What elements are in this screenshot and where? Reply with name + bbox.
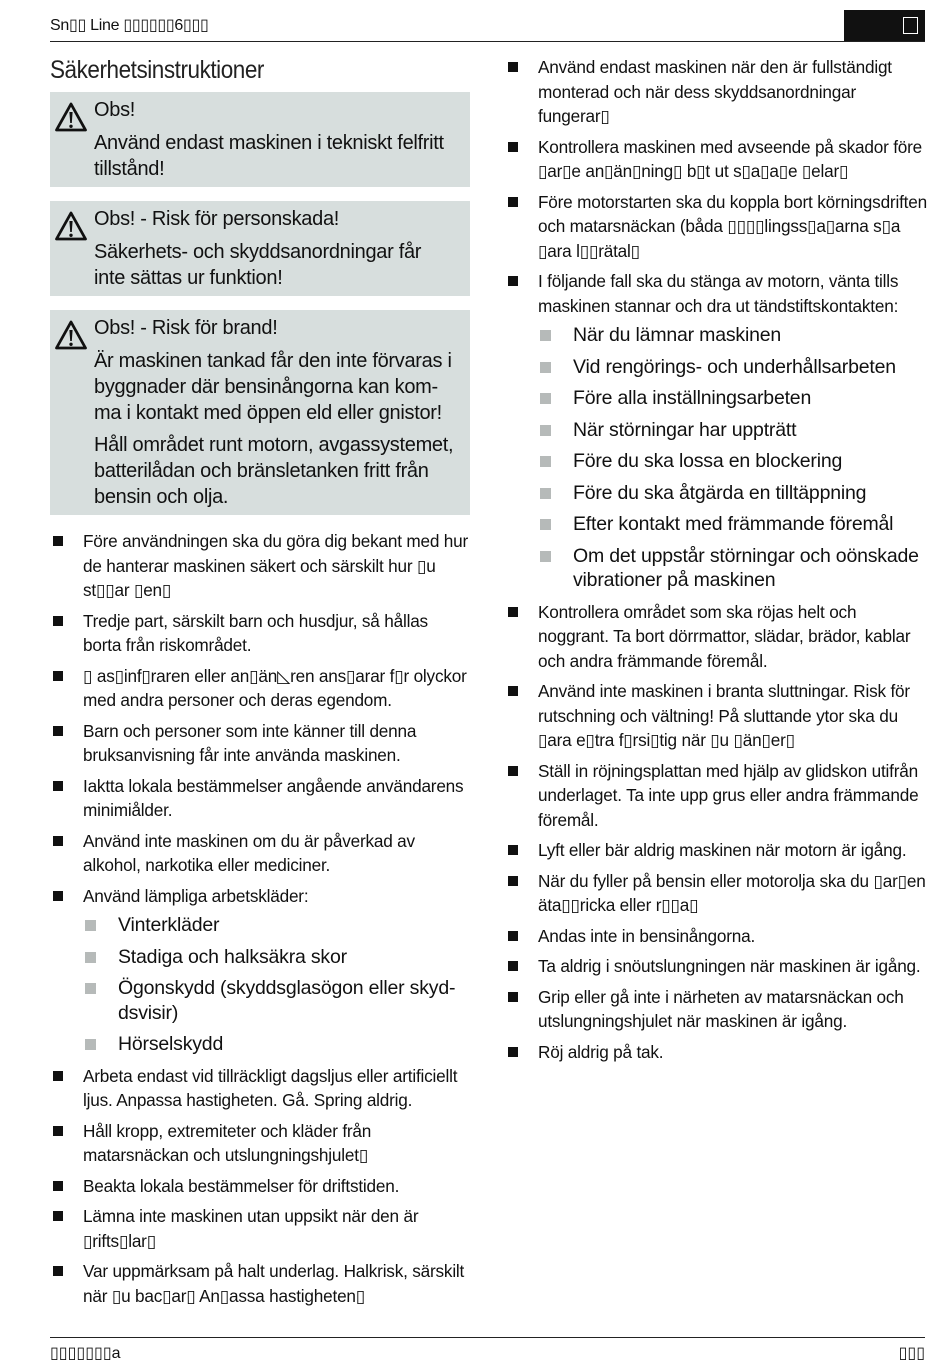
sub-item-list [83,913,470,1057]
instruction-text: Före användningen ska du göra dig bekant med hur de hanterar maskinen säkert och särskilt hur ▯u st▯▯ar ▯en▯ [83,531,469,600]
instruction-text: Kontrollera maskinen med avseende på skador före ▯ar▯e an▯än▯ning▯ b▯t ut s▯a▯a▯e ▯elar▯ [538,136,923,181]
instruction-item [505,759,930,833]
instruction-text: När du fyller på bensin eller motorolja ska du ▯ar▯en äta▯▯ricka eller r▯▯a▯ [538,870,926,915]
instruction-text: Barn och personer som inte känner till denna bruksanvisning får inte använda maskinen. [83,720,417,765]
sub-item: Om det uppstår störningar och oönskade vibrationer på maskinen [538,544,930,593]
instruction-text: Använd endast maskinen när den är fullständigt monterad och när dess skyddsanordningar fungerar▯ [538,57,892,126]
warning-box [50,310,470,515]
instruction-text: ▯ as▯inf▯raren eller an▯än◺ren ans▯arar f▯r olyckor med andra personer och deras egendom. [83,665,467,710]
instruction-item [50,664,470,713]
instruction-text: Ta aldrig i snöutslungningen när maskinen är igång. [538,956,921,976]
instruction-item [50,829,470,878]
instruction-text: Kontrollera området som ska röjas helt och noggrant. Ta bort dörrmattor, slädar, brädor, kablar och andra främmande föremål. [538,601,911,671]
instruction-item [505,954,930,979]
instruction-item [50,1259,470,1308]
instruction-text: Var uppmärksam på halt underlag. Halkrisk, särskilt när ▯u bac▯ar▯ An▯assa hastigheten▯ [83,1261,465,1306]
instruction-item [505,985,930,1034]
instruction-item [505,1040,930,1065]
instruction-text: I följande fall ska du stänga av motorn, vänta tills maskinen stannar och dra ut tändstiftskontakten: [538,271,899,316]
instruction-text: Arbeta endast vid tillräckligt dagsljus eller artificiellt ljus. Anpassa hastigheten. Gå. Spring aldrig. [83,1065,458,1110]
instruction-text: Använd lämpliga arbetskläder: [83,885,309,906]
instruction-item [50,1204,470,1253]
footer-page-number: ▯▯▯ [898,1345,925,1362]
instruction-item [505,135,930,184]
instruction-item [50,774,470,823]
instruction-text: Beakta lokala bestämmelser för driftstiden. [83,1175,400,1196]
warning-heading: Obs! - Risk för brand! [94,317,278,339]
instruction-item [505,869,930,918]
instruction-text: Röj aldrig på tak. [538,1041,664,1062]
left-item-list [50,529,470,1308]
instruction-item [50,1174,470,1199]
warning-triangle-icon [55,102,87,132]
instruction-item [505,679,930,753]
instruction-item [505,190,930,264]
instruction-item [50,884,470,1057]
warning-triangle-icon [55,320,87,350]
sub-item: När du lämnar maskinen [538,323,930,348]
warning-text: Är maskinen tankad får den inte förvaras i byggnader där bensinångorna kan kom-ma i kontakt med öppen eld eller gnistor! [94,350,452,424]
warning-heading: Obs! [94,99,136,121]
sub-item: Före alla inställningsarbeten [538,386,930,411]
sub-item: Före du ska lossa en blockering [538,449,930,474]
instruction-text: Lyft eller bär aldrig maskinen när motorn är igång. [538,840,907,860]
sub-item: Vid rengörings- och underhållsarbeten [538,355,930,380]
warning-text: Använd endast maskinen i tekniskt felfritt tillstånd! [94,132,444,180]
left-column [50,55,470,1314]
warning-box [50,92,470,187]
sub-item: När störningar har uppträtt [538,418,930,443]
sub-item: Vinterkläder [83,913,470,938]
sub-item: Före du ska åtgärda en tilltäppning [538,481,930,506]
sub-item: Ögonskydd (skyddsglasögon eller skyd-dsvisir) [83,976,470,1025]
instruction-text: Grip eller gå inte i närheten av matarsnäckan och utslungningshjulet när maskinen är igång. [538,986,904,1031]
instruction-item [505,924,930,949]
instruction-text: Håll kropp, extremiteter och kläder från matarsnäckan och utslungningshjulet▯ [83,1120,372,1165]
instruction-item [505,269,930,593]
instruction-item [50,529,470,603]
header-title: Sn▯▯ Line ▯▯▯▯▯▯6▯▯▯ [50,17,209,34]
warning-box [50,201,470,296]
instruction-text: Före motorstarten ska du koppla bort körningsdriften och matarsnäckan (båda ▯▯▯▯lingss▯a▯arna s▯a ▯ara l▯▯rätal▯ [538,191,927,261]
instruction-item [50,1119,470,1168]
instruction-item [50,1064,470,1113]
sub-item: Hörselskydd [83,1032,470,1057]
page-header [50,10,925,42]
page-footer [50,1337,925,1362]
instruction-text: Andas inte in bensinångorna. [538,925,756,946]
instruction-text: Använd inte maskinen i branta sluttningar. Risk för rutschning och vältning! På sluttande ytor ska du ▯ara e▯tra f▯rsi▯tig när ▯u ▯än▯er▯ [538,681,910,750]
warning-text: Säkerhets- och skyddsanordningar får inte sättas ur funktion! [94,241,422,289]
right-item-list [505,55,930,1064]
language-box-icon [903,17,918,34]
sub-item-list [538,323,930,593]
instruction-text: Iaktta lokala bestämmelser angående användarens minimiålder. [83,775,464,820]
sub-item: Stadiga och halksäkra skor [83,945,470,970]
warning-text: Håll området runt motorn, avgassystemet, batterilådan och bränsletanken fritt från bensin och olja. [94,434,454,508]
warning-heading: Obs! - Risk för personskada! [94,208,340,230]
warning-triangle-icon [55,211,87,241]
sub-item: Efter kontakt med främmande föremål [538,512,930,537]
instruction-item [505,55,930,129]
instruction-text: Ställ in röjningsplattan med hjälp av glidskon utifrån underlaget. Ta inte upp grus eller andra främmande föremål. [538,760,919,830]
warning-list [50,92,470,515]
instruction-item [505,838,930,863]
instruction-text: Tredje part, särskilt barn och husdjur, så hållas borta från riskområdet. [83,610,428,655]
instruction-item [505,600,930,674]
instruction-item [50,719,470,768]
right-column [505,55,930,1070]
language-tab [844,10,925,41]
section-title: Säkerhetsinstruktioner [50,56,264,84]
instruction-item [50,609,470,658]
instruction-text: Använd inte maskinen om du är påverkad av alkohol, narkotika eller mediciner. [83,830,415,875]
footer-doc-number: ▯▯▯▯▯▯▯a [50,1345,121,1362]
instruction-text: Lämna inte maskinen utan uppsikt när den är ▯rifts▯lar▯ [83,1206,419,1251]
